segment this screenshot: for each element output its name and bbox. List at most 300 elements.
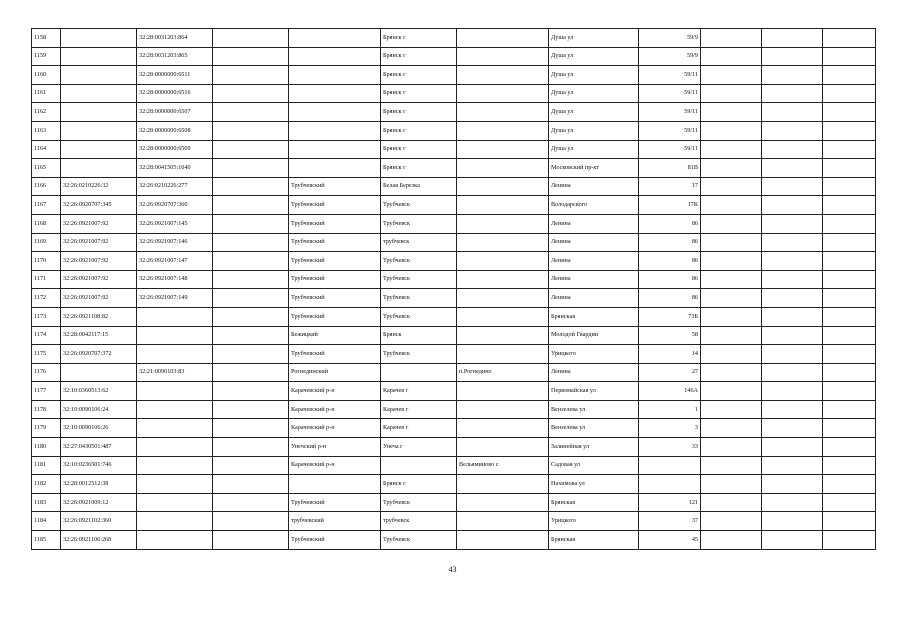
table-row bbox=[32, 419, 876, 438]
cell-street: Ленина bbox=[549, 252, 639, 271]
cell-row-number: 1168 bbox=[32, 214, 61, 233]
cell-row-number: 1183 bbox=[32, 493, 61, 512]
cell-city: Брянск г bbox=[381, 66, 457, 85]
page-number: 43 bbox=[448, 565, 457, 574]
cell-row-number: 1173 bbox=[32, 307, 61, 326]
cell-extra-c bbox=[823, 493, 876, 512]
cell-extra-b bbox=[762, 103, 823, 122]
cell-settlement bbox=[457, 47, 549, 66]
cell-street: Вензелева ул bbox=[549, 400, 639, 419]
cell-extra-a bbox=[701, 47, 762, 66]
cell-row-number: 1185 bbox=[32, 531, 61, 550]
cell-district: Трубчевский bbox=[289, 345, 381, 364]
cell-street: Нахимова ул bbox=[549, 475, 639, 494]
cell-row-number: 1166 bbox=[32, 177, 61, 196]
cell-street: Душа ул bbox=[549, 84, 639, 103]
table-row bbox=[32, 512, 876, 531]
cell-extra-number bbox=[213, 475, 289, 494]
cell-settlement bbox=[457, 512, 549, 531]
cell-extra-a bbox=[701, 66, 762, 85]
cell-district bbox=[289, 29, 381, 48]
cell-extra-number bbox=[213, 363, 289, 382]
table-row bbox=[32, 29, 876, 48]
cell-house-number: 59/11 bbox=[639, 84, 701, 103]
table-row bbox=[32, 326, 876, 345]
cell-extra-c bbox=[823, 159, 876, 178]
cell-cadastral-number bbox=[137, 307, 213, 326]
cell-extra-a bbox=[701, 177, 762, 196]
cell-cadastral-number: 32:26:0921007:146 bbox=[137, 233, 213, 252]
cell-extra-b bbox=[762, 512, 823, 531]
cell-extra-c bbox=[823, 307, 876, 326]
cell-cadastral-number: 32:28:0031203:864 bbox=[137, 29, 213, 48]
cell-street: Брянская bbox=[549, 307, 639, 326]
cell-street: Брянская bbox=[549, 493, 639, 512]
cell-street: Ленина bbox=[549, 270, 639, 289]
cell-extra-number bbox=[213, 326, 289, 345]
cell-row-number: 1178 bbox=[32, 400, 61, 419]
cell-district: трубчевский bbox=[289, 512, 381, 531]
cell-cadastral-number: 32:28:0041505:1040 bbox=[137, 159, 213, 178]
cell-district: Трубчевский bbox=[289, 531, 381, 550]
cell-extra-b bbox=[762, 140, 823, 159]
cell-extra-b bbox=[762, 307, 823, 326]
cell-cadastral-number: 32:28:0000000:6511 bbox=[137, 66, 213, 85]
cell-city: Белая Березка bbox=[381, 177, 457, 196]
table-row bbox=[32, 289, 876, 308]
cell-city: Брянск г bbox=[381, 159, 457, 178]
cell-settlement bbox=[457, 345, 549, 364]
cell-cadastral-block: 32:26:0210226:32 bbox=[61, 177, 137, 196]
cell-extra-b bbox=[762, 159, 823, 178]
cell-row-number: 1163 bbox=[32, 121, 61, 140]
cell-extra-number bbox=[213, 159, 289, 178]
cell-district: Трубчевский bbox=[289, 493, 381, 512]
cell-extra-c bbox=[823, 214, 876, 233]
cell-extra-number bbox=[213, 400, 289, 419]
cell-district bbox=[289, 84, 381, 103]
cell-street: Володарского bbox=[549, 196, 639, 215]
cell-cadastral-number bbox=[137, 512, 213, 531]
cell-extra-a bbox=[701, 214, 762, 233]
cell-extra-a bbox=[701, 121, 762, 140]
cell-extra-a bbox=[701, 475, 762, 494]
cell-settlement bbox=[457, 270, 549, 289]
cell-house-number: 33 bbox=[639, 438, 701, 457]
cell-extra-b bbox=[762, 47, 823, 66]
table-row bbox=[32, 400, 876, 419]
cell-cadastral-block: 32:28:0042117:15 bbox=[61, 326, 137, 345]
cell-cadastral-block: 32:26:0921007:92 bbox=[61, 252, 137, 271]
table-row bbox=[32, 252, 876, 271]
cell-extra-number bbox=[213, 214, 289, 233]
cell-row-number: 1162 bbox=[32, 103, 61, 122]
cell-extra-a bbox=[701, 84, 762, 103]
cell-district: Бежицкий bbox=[289, 326, 381, 345]
cell-district bbox=[289, 140, 381, 159]
cell-city: трубчевск bbox=[381, 512, 457, 531]
cell-house-number: 58 bbox=[639, 326, 701, 345]
cell-settlement bbox=[457, 326, 549, 345]
cell-cadastral-block bbox=[61, 103, 137, 122]
cell-row-number: 1174 bbox=[32, 326, 61, 345]
cell-extra-b bbox=[762, 400, 823, 419]
cell-row-number: 1161 bbox=[32, 84, 61, 103]
table-row bbox=[32, 345, 876, 364]
cell-extra-a bbox=[701, 289, 762, 308]
cell-extra-b bbox=[762, 382, 823, 401]
cell-house-number: 1 bbox=[639, 400, 701, 419]
cell-extra-number bbox=[213, 233, 289, 252]
table-row bbox=[32, 140, 876, 159]
cell-extra-c bbox=[823, 252, 876, 271]
cell-extra-b bbox=[762, 66, 823, 85]
cell-district: Унечский р-н bbox=[289, 438, 381, 457]
cell-extra-a bbox=[701, 512, 762, 531]
cell-extra-number bbox=[213, 177, 289, 196]
cell-street: Молодой Гвардии bbox=[549, 326, 639, 345]
cell-extra-a bbox=[701, 345, 762, 364]
cell-settlement bbox=[457, 475, 549, 494]
cell-settlement bbox=[457, 29, 549, 48]
cell-city: Брянск г bbox=[381, 121, 457, 140]
cell-city: Трубчевск bbox=[381, 531, 457, 550]
cell-extra-number bbox=[213, 121, 289, 140]
cell-district: Карачевский р-н bbox=[289, 382, 381, 401]
cell-extra-number bbox=[213, 29, 289, 48]
cell-cadastral-number bbox=[137, 438, 213, 457]
cell-street: Ленина bbox=[549, 363, 639, 382]
cell-cadastral-number: 32:28:0000000:6516 bbox=[137, 84, 213, 103]
cell-district: Трубчевский bbox=[289, 233, 381, 252]
cell-extra-number bbox=[213, 531, 289, 550]
cell-street: Первомайская ул bbox=[549, 382, 639, 401]
cell-extra-b bbox=[762, 419, 823, 438]
cell-row-number: 1181 bbox=[32, 456, 61, 475]
cell-row-number: 1170 bbox=[32, 252, 61, 271]
cell-cadastral-block: 32:10:0360513:62 bbox=[61, 382, 137, 401]
table-row bbox=[32, 103, 876, 122]
cell-street: Ленина bbox=[549, 233, 639, 252]
table-row bbox=[32, 84, 876, 103]
table-row bbox=[32, 475, 876, 494]
table-row bbox=[32, 159, 876, 178]
cell-extra-b bbox=[762, 252, 823, 271]
cell-settlement bbox=[457, 289, 549, 308]
cell-district: Рогнединский bbox=[289, 363, 381, 382]
cell-row-number: 1158 bbox=[32, 29, 61, 48]
cell-city: Унеча г bbox=[381, 438, 457, 457]
cell-city: Карачев г bbox=[381, 419, 457, 438]
cell-settlement bbox=[457, 196, 549, 215]
cell-house-number: 81В bbox=[639, 159, 701, 178]
cell-extra-number bbox=[213, 345, 289, 364]
cell-extra-b bbox=[762, 363, 823, 382]
cell-extra-c bbox=[823, 382, 876, 401]
cell-settlement bbox=[457, 84, 549, 103]
table-row bbox=[32, 363, 876, 382]
cell-settlement bbox=[457, 121, 549, 140]
cell-row-number: 1172 bbox=[32, 289, 61, 308]
cell-extra-c bbox=[823, 270, 876, 289]
cell-street: Садовая ул bbox=[549, 456, 639, 475]
cell-house-number: 121 bbox=[639, 493, 701, 512]
cell-street: Ленина bbox=[549, 214, 639, 233]
cell-street: Залинейная ул bbox=[549, 438, 639, 457]
table-row bbox=[32, 121, 876, 140]
cell-extra-a bbox=[701, 531, 762, 550]
cell-extra-a bbox=[701, 29, 762, 48]
cell-house-number: 59/9 bbox=[639, 29, 701, 48]
cell-cadastral-block bbox=[61, 363, 137, 382]
cell-city: Карачев г bbox=[381, 400, 457, 419]
cell-street: Душа ул bbox=[549, 121, 639, 140]
cell-city bbox=[381, 456, 457, 475]
cell-house-number: 37 bbox=[639, 512, 701, 531]
cell-settlement bbox=[457, 103, 549, 122]
cell-city: Трубчевск bbox=[381, 214, 457, 233]
cell-house-number: 59/9 bbox=[639, 47, 701, 66]
cell-extra-number bbox=[213, 103, 289, 122]
cell-city: Брянск г bbox=[381, 140, 457, 159]
cell-extra-b bbox=[762, 29, 823, 48]
cell-extra-b bbox=[762, 493, 823, 512]
cell-row-number: 1165 bbox=[32, 159, 61, 178]
cell-extra-b bbox=[762, 121, 823, 140]
cell-house-number: 86 bbox=[639, 214, 701, 233]
cell-settlement bbox=[457, 214, 549, 233]
cell-extra-a bbox=[701, 140, 762, 159]
cell-district: Трубчевский bbox=[289, 196, 381, 215]
cell-extra-a bbox=[701, 270, 762, 289]
cell-settlement bbox=[457, 493, 549, 512]
cell-district bbox=[289, 47, 381, 66]
cell-house-number: 14 bbox=[639, 345, 701, 364]
cell-city bbox=[381, 363, 457, 382]
cell-extra-c bbox=[823, 66, 876, 85]
cell-street: Душа ул bbox=[549, 66, 639, 85]
cell-district: Трубчевский bbox=[289, 307, 381, 326]
cell-extra-a bbox=[701, 159, 762, 178]
cell-cadastral-block bbox=[61, 140, 137, 159]
cell-district: Трубчевский bbox=[289, 252, 381, 271]
cell-extra-c bbox=[823, 326, 876, 345]
cell-extra-b bbox=[762, 289, 823, 308]
cell-extra-a bbox=[701, 382, 762, 401]
cell-cadastral-block bbox=[61, 47, 137, 66]
table-row bbox=[32, 438, 876, 457]
cell-cadastral-number bbox=[137, 382, 213, 401]
cell-house-number: 17К bbox=[639, 196, 701, 215]
table-row bbox=[32, 456, 876, 475]
cell-settlement bbox=[457, 419, 549, 438]
cell-cadastral-number: 32:28:0000000:6507 bbox=[137, 103, 213, 122]
cell-house-number: 59/11 bbox=[639, 103, 701, 122]
cell-extra-c bbox=[823, 84, 876, 103]
cell-house-number: 86 bbox=[639, 270, 701, 289]
cell-settlement bbox=[457, 233, 549, 252]
cell-row-number: 1164 bbox=[32, 140, 61, 159]
cell-cadastral-block: 32:10:0090106:26 bbox=[61, 419, 137, 438]
cell-extra-c bbox=[823, 456, 876, 475]
cell-extra-c bbox=[823, 512, 876, 531]
cell-extra-a bbox=[701, 326, 762, 345]
cell-settlement bbox=[457, 400, 549, 419]
cell-row-number: 1180 bbox=[32, 438, 61, 457]
cell-house-number: 27 bbox=[639, 363, 701, 382]
cell-cadastral-block: 32:28:0012512:38 bbox=[61, 475, 137, 494]
cell-row-number: 1159 bbox=[32, 47, 61, 66]
cell-cadastral-block: 32:26:0921007:92 bbox=[61, 214, 137, 233]
cell-city: Трубчевск bbox=[381, 289, 457, 308]
cell-cadastral-number bbox=[137, 419, 213, 438]
cell-district: Трубчевский bbox=[289, 289, 381, 308]
cell-city: Брянск г bbox=[381, 103, 457, 122]
cell-cadastral-number: 32:26:0921007:145 bbox=[137, 214, 213, 233]
cell-extra-number bbox=[213, 289, 289, 308]
table-row bbox=[32, 382, 876, 401]
cell-house-number: 86 bbox=[639, 289, 701, 308]
cell-row-number: 1179 bbox=[32, 419, 61, 438]
cell-row-number: 1175 bbox=[32, 345, 61, 364]
cell-cadastral-block bbox=[61, 121, 137, 140]
cell-extra-a bbox=[701, 233, 762, 252]
cell-city: Трубчевск bbox=[381, 307, 457, 326]
cell-extra-c bbox=[823, 438, 876, 457]
cell-extra-b bbox=[762, 196, 823, 215]
table-row bbox=[32, 66, 876, 85]
cell-city: Брянск bbox=[381, 326, 457, 345]
cell-cadastral-block: 32:26:0921106:268 bbox=[61, 531, 137, 550]
cell-house-number: 59/11 bbox=[639, 121, 701, 140]
cell-extra-a bbox=[701, 363, 762, 382]
cell-district bbox=[289, 66, 381, 85]
cell-extra-c bbox=[823, 140, 876, 159]
cell-house-number: 17 bbox=[639, 177, 701, 196]
cell-house-number: 86 bbox=[639, 252, 701, 271]
cell-settlement bbox=[457, 66, 549, 85]
cell-settlement bbox=[457, 382, 549, 401]
cell-extra-c bbox=[823, 475, 876, 494]
cell-extra-c bbox=[823, 29, 876, 48]
cell-cadastral-block: 32:26:0921007:92 bbox=[61, 289, 137, 308]
cell-settlement bbox=[457, 177, 549, 196]
cell-extra-b bbox=[762, 345, 823, 364]
cell-street: Душа ул bbox=[549, 47, 639, 66]
cell-cadastral-number bbox=[137, 326, 213, 345]
cell-district: Трубчевский bbox=[289, 270, 381, 289]
cell-cadastral-number bbox=[137, 400, 213, 419]
cell-extra-c bbox=[823, 47, 876, 66]
cell-cadastral-block: 32:26:0920707:372 bbox=[61, 345, 137, 364]
cell-extra-a bbox=[701, 438, 762, 457]
cell-extra-c bbox=[823, 400, 876, 419]
cell-extra-number bbox=[213, 512, 289, 531]
cell-extra-b bbox=[762, 438, 823, 457]
table-row bbox=[32, 214, 876, 233]
cell-settlement bbox=[457, 531, 549, 550]
cell-extra-b bbox=[762, 270, 823, 289]
cell-extra-b bbox=[762, 326, 823, 345]
cell-cadastral-number: 32:26:0921007:149 bbox=[137, 289, 213, 308]
cell-extra-number bbox=[213, 382, 289, 401]
cell-district: Карачевский р-н bbox=[289, 456, 381, 475]
cell-cadastral-number: 32:28:0031203:865 bbox=[137, 47, 213, 66]
cell-district bbox=[289, 103, 381, 122]
cell-extra-c bbox=[823, 289, 876, 308]
cell-row-number: 1171 bbox=[32, 270, 61, 289]
cell-city: Брянск г bbox=[381, 47, 457, 66]
cell-cadastral-block: 32:27:0430501:487 bbox=[61, 438, 137, 457]
table-body bbox=[32, 29, 876, 550]
cell-extra-number bbox=[213, 84, 289, 103]
cell-city: Трубчевск bbox=[381, 196, 457, 215]
cell-street: Ленина bbox=[549, 177, 639, 196]
cell-district: Карачевский р-н bbox=[289, 419, 381, 438]
cell-extra-a bbox=[701, 252, 762, 271]
cell-district: Трубчевский bbox=[289, 177, 381, 196]
cell-house-number: 146А bbox=[639, 382, 701, 401]
cell-street: Душа ул bbox=[549, 103, 639, 122]
cell-extra-c bbox=[823, 196, 876, 215]
cell-house-number: 3 bbox=[639, 419, 701, 438]
cell-cadastral-block: 32:26:0921102:360 bbox=[61, 512, 137, 531]
cell-extra-c bbox=[823, 233, 876, 252]
cell-row-number: 1184 bbox=[32, 512, 61, 531]
cell-house-number bbox=[639, 475, 701, 494]
cell-settlement bbox=[457, 159, 549, 178]
cell-settlement bbox=[457, 438, 549, 457]
cell-extra-c bbox=[823, 177, 876, 196]
cell-settlement: Вельяминово с bbox=[457, 456, 549, 475]
cell-city: Трубчевск bbox=[381, 252, 457, 271]
table-row bbox=[32, 307, 876, 326]
cell-house-number: 45 bbox=[639, 531, 701, 550]
cell-street: Брянская bbox=[549, 531, 639, 550]
cell-extra-number bbox=[213, 196, 289, 215]
cell-cadastral-block: 32:26:0920707:345 bbox=[61, 196, 137, 215]
table-row bbox=[32, 177, 876, 196]
cell-cadastral-number: 32:28:0000000:6509 bbox=[137, 140, 213, 159]
cell-cadastral-number: 32:26:0920707:360 bbox=[137, 196, 213, 215]
cell-house-number: 86 bbox=[639, 233, 701, 252]
cell-city: Трубчевск bbox=[381, 270, 457, 289]
cell-extra-c bbox=[823, 103, 876, 122]
cell-district: Карачевский р-н bbox=[289, 400, 381, 419]
cell-street: Душа ул bbox=[549, 140, 639, 159]
cell-street: Урицкого bbox=[549, 512, 639, 531]
cell-street: Вензелева ул bbox=[549, 419, 639, 438]
cell-house-number: 73Б bbox=[639, 307, 701, 326]
cell-city: Трубчевск bbox=[381, 345, 457, 364]
cell-cadastral-number bbox=[137, 493, 213, 512]
cell-extra-number bbox=[213, 438, 289, 457]
cell-row-number: 1177 bbox=[32, 382, 61, 401]
cell-settlement bbox=[457, 252, 549, 271]
cell-cadastral-block: 32:26:0921007:92 bbox=[61, 233, 137, 252]
cell-district bbox=[289, 159, 381, 178]
cell-extra-number bbox=[213, 493, 289, 512]
register-table bbox=[31, 28, 876, 550]
table-row bbox=[32, 47, 876, 66]
cell-extra-b bbox=[762, 456, 823, 475]
cell-extra-a bbox=[701, 400, 762, 419]
cell-extra-number bbox=[213, 456, 289, 475]
cell-cadastral-block bbox=[61, 29, 137, 48]
cell-cadastral-number: 32:21:0090103:83 bbox=[137, 363, 213, 382]
cell-settlement: п.Рогнедино bbox=[457, 363, 549, 382]
cell-cadastral-number bbox=[137, 345, 213, 364]
